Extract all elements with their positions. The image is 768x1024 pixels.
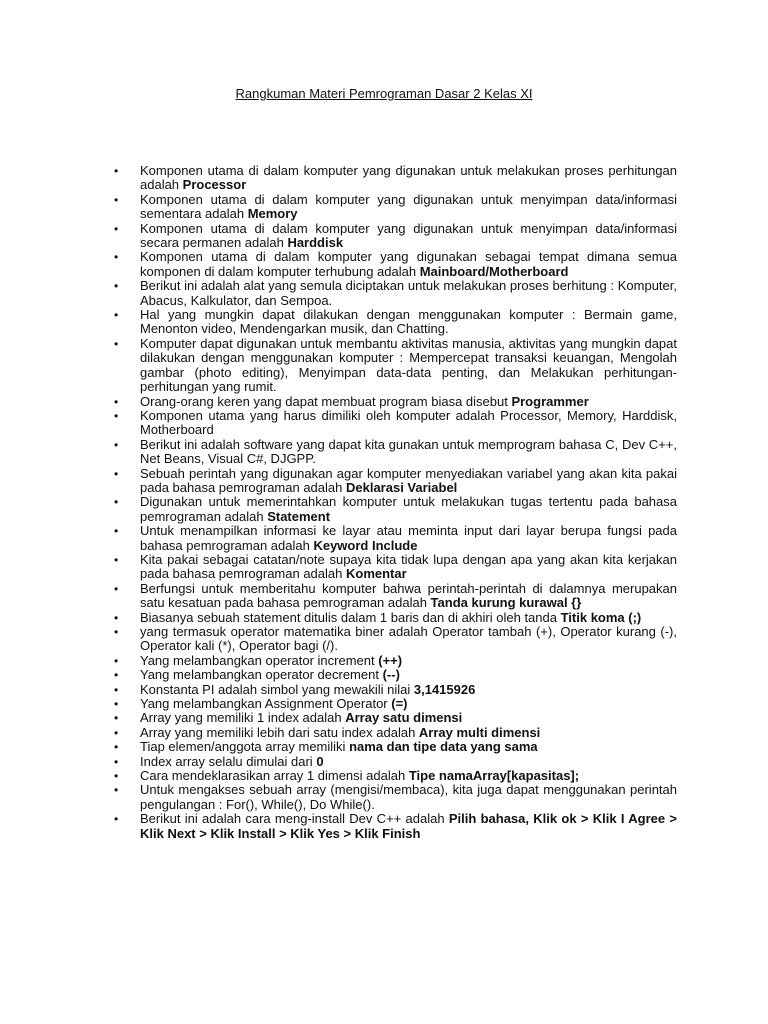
- list-item: [112, 625, 677, 654]
- list-item: [112, 582, 677, 611]
- list-item-text: Komponen utama di dalam komputer yang digunakan sebagai tempat dimana semua komponen di dalam komputer terhubung adalah: [140, 249, 677, 279]
- list-item: [112, 409, 677, 438]
- list-item-text: Untuk menampilkan informasi ke layar atau meminta input dari layar berupa fungsi pada bahasa pemrograman adalah: [140, 523, 677, 553]
- list-item-highlight: Komentar: [345, 566, 407, 582]
- list-item-highlight: Array satu dimensi: [345, 710, 463, 726]
- list-item: [112, 524, 677, 553]
- list-item-text: Berikut ini adalah software yang dapat kita gunakan untuk memprogram bahasa C, Dev C++, Net Beans, Visual C#, DJGPP.: [140, 436, 677, 467]
- list-item: [112, 438, 677, 467]
- list-item-text: Sebuah perintah yang digunakan agar komputer menyediakan variabel yang akan kita pakai pada bahasa pemrograman adalah: [140, 465, 677, 495]
- list-item: [112, 755, 677, 769]
- list-item: [112, 337, 677, 395]
- list-item-text: Array yang memiliki 1 index adalah: [140, 710, 346, 726]
- list-item-text: Tiap elemen/anggota array memiliki: [140, 739, 350, 755]
- list-item: [112, 279, 677, 308]
- list-item-highlight: Keyword Include: [313, 537, 418, 553]
- list-item-text: Array yang memiliki lebih dari satu index adalah: [140, 724, 419, 740]
- list-item-text: Komputer dapat digunakan untuk membantu aktivitas manusia, aktivitas yang mungkin dapat dilakukan dengan menggunakan komputer : Mempercepat transaksi keuangan, Mengolah gambar (photo editing), Menyimpan data-data penting, dan Melakukan perhitungan-perhitungan yang rumit.: [140, 335, 677, 395]
- list-item: [112, 726, 677, 740]
- list-item-highlight: 3,1415926: [413, 681, 476, 697]
- list-item-text: Biasanya sebuah statement ditulis dalam 1 baris dan di akhiri oleh tanda: [140, 609, 561, 625]
- list-item: [112, 812, 677, 841]
- list-item: [112, 740, 677, 754]
- list-item: [112, 467, 677, 496]
- list-item-highlight: Statement: [267, 508, 331, 524]
- list-item: [112, 193, 677, 222]
- list-item: [112, 783, 677, 812]
- list-item-highlight: Programmer: [511, 393, 589, 409]
- list-item-text: Komponen utama yang harus dimiliki oleh komputer adalah Processor, Memory, Harddisk, Motherboard: [140, 407, 677, 438]
- list-item: [112, 711, 677, 725]
- bullet-list: [112, 164, 677, 841]
- list-item-text: Kita pakai sebagai catatan/note supaya kita tidak lupa dengan apa yang akan kita kerjakan pada bahasa pemrograman adalah: [140, 551, 677, 582]
- list-item-text: yang termasuk operator matematika biner adalah Operator tambah (+), Operator kurang (-), Operator kali (*), Operator bagi (/).: [140, 624, 677, 654]
- list-item-highlight: 0: [316, 753, 324, 769]
- list-item-highlight: Array multi dimensi: [418, 724, 541, 740]
- list-item-text: Berfungsi untuk memberitahu komputer bahwa perintah-perintah di dalamnya merupakan satu kesatuan pada bahasa pemrograman adalah: [140, 580, 677, 611]
- list-item: [112, 553, 677, 582]
- list-item-text: Komponen utama di dalam komputer yang digunakan untuk menyimpan data/informasi secara permanen adalah: [140, 220, 677, 251]
- list-item-text: Berikut ini adalah alat yang semula diciptakan untuk melakukan proses berhitung : Komputer, Abacus, Kalkulator, dan Sempoa.: [140, 278, 677, 308]
- list-item: [112, 250, 677, 279]
- list-item: [112, 164, 677, 193]
- document-title: Rangkuman Materi Pemrograman Dasar 2 Kelas XI: [235, 86, 533, 101]
- list-item: [112, 654, 677, 668]
- list-item-text: Berikut ini adalah cara meng-install Dev C++ adalah: [140, 811, 449, 827]
- list-item: [112, 697, 677, 711]
- list-item-text: Index array selalu dimulai dari: [140, 753, 317, 769]
- list-item: [112, 769, 677, 783]
- list-item: [112, 683, 677, 697]
- list-item-text: Yang melambangkan operator decrement: [140, 667, 383, 683]
- list-item-text: Digunakan untuk memerintahkan komputer untuk melakukan tugas tertentu pada bahasa pemrograman adalah: [140, 494, 677, 524]
- list-item-text: Cara mendeklarasikan array 1 dimensi adalah: [140, 768, 409, 784]
- list-item: [112, 668, 677, 682]
- list-item-highlight: Deklarasi Variabel: [345, 479, 458, 495]
- list-item-text: Untuk mengakses sebuah array (mengisi/membaca), kita juga dapat menggunakan perintah pengulangan : For(), While(), Do While().: [140, 782, 677, 812]
- list-item-text: Orang-orang keren yang dapat membuat program biasa disebut: [140, 393, 512, 409]
- list-item-text: Yang melambangkan operator increment: [140, 652, 379, 668]
- list-item-text: Hal yang mungkin dapat dilakukan dengan menggunakan komputer : Bermain game, Menonton video, Mendengarkan musik, dan Chatting.: [140, 307, 677, 337]
- list-item-highlight: (--): [382, 667, 400, 683]
- list-item-highlight: Harddisk: [287, 235, 344, 251]
- list-item-highlight: (++): [378, 652, 403, 668]
- list-item-text: Komponen utama di dalam komputer yang digunakan untuk menyimpan data/informasi sementara adalah: [140, 191, 677, 222]
- list-item-highlight: Processor: [182, 177, 247, 193]
- list-item-text: Komponen utama di dalam komputer yang digunakan untuk melakukan proses perhitungan adalah: [140, 163, 677, 193]
- list-item-highlight: Titik koma (;): [560, 609, 642, 625]
- list-item-text: Konstanta PI adalah simbol yang mewakili nilai: [140, 681, 414, 697]
- list-item-highlight: Tipe namaArray[kapasitas];: [408, 768, 580, 784]
- list-item: [112, 222, 677, 251]
- list-item-highlight: (=): [391, 696, 408, 712]
- list-item-highlight: Tanda kurung kurawal {}: [430, 595, 582, 611]
- list-item-text: Yang melambangkan Assignment Operator: [140, 696, 392, 712]
- list-item: [112, 395, 677, 409]
- list-item-highlight: Mainboard/Motherboard: [419, 263, 569, 279]
- list-item: [112, 495, 677, 524]
- list-item-highlight: Pilih bahasa, Klik ok > Klik I Agree > Klik Next > Klik Install > Klik Yes > Klik Finish: [140, 811, 677, 841]
- list-item: [112, 308, 677, 337]
- list-item-highlight: nama dan tipe data yang sama: [349, 739, 538, 755]
- list-item-highlight: Memory: [247, 206, 298, 222]
- list-item: [112, 611, 677, 625]
